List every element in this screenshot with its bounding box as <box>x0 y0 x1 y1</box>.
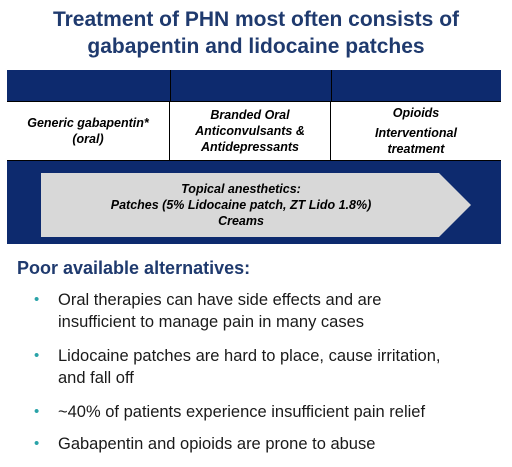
arrow-label <box>41 181 441 229</box>
list-item-line: and fall off <box>58 369 134 387</box>
treatment-table <box>7 70 501 244</box>
bullet-icon: • <box>34 403 40 420</box>
cell-text-line: Antidepressants <box>201 140 299 154</box>
cell-text-line: Generic gabapentin* <box>27 116 149 130</box>
cell-text-line: Branded Oral <box>210 108 290 122</box>
bullet-icon: • <box>34 435 40 452</box>
slide-title-line-2: gabapentin and lidocaine patches <box>87 35 425 58</box>
bullet-icon: • <box>34 291 40 308</box>
cell-text-line: Anticonvulsants & <box>195 124 305 138</box>
cell-text-line: (oral) <box>72 132 104 146</box>
topical-anesthetics-arrow <box>41 173 473 237</box>
slide-title-line-1: Treatment of PHN most often consists of <box>52 8 460 31</box>
list-item-line: Gabapentin and opioids are prone to abuse <box>58 435 376 453</box>
cell-text-line: Interventional <box>375 126 457 140</box>
cell-text-line: Opioids <box>392 106 440 120</box>
cell-branded-oral <box>170 102 331 160</box>
alternatives-heading: Poor available alternatives: <box>17 258 251 278</box>
cell-generic-gabapentin <box>7 102 170 160</box>
cell-opioids-interventional <box>331 102 501 160</box>
bullet-icon: • <box>34 347 40 364</box>
arrow-text-line: Patches (5% Lidocaine patch, ZT Lido 1.8%) <box>110 198 372 212</box>
list-item-line: insufficient to manage pain in many cases <box>58 313 365 331</box>
header-divider <box>170 70 171 102</box>
treatment-row <box>7 101 501 161</box>
list-item-line: Lidocaine patches are hard to place, cause irritation, <box>58 347 441 365</box>
list-item-line: Oral therapies can have side effects and are <box>58 291 382 309</box>
header-divider <box>331 70 332 102</box>
arrow-text-line: Topical anesthetics: <box>181 182 301 196</box>
cell-text-line: treatment <box>387 142 445 156</box>
list-item-line: ~40% of patients experience insufficient pain relief <box>58 403 426 421</box>
slide-title <box>0 6 512 60</box>
arrow-text-line: Creams <box>218 214 264 228</box>
